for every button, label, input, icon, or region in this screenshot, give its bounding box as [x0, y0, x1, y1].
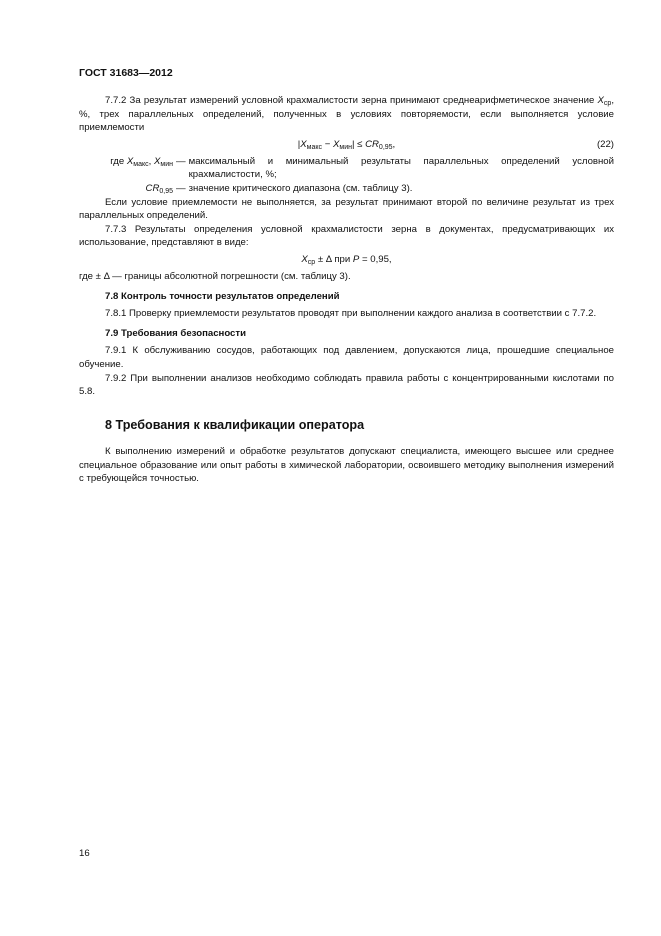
page-number: 16	[79, 848, 90, 859]
paragraph-else: Если условие приемлемости не выполняется, за результат принимают второй по величине результат из трех параллельных определений.	[79, 196, 614, 222]
definition-delta: где ± Δ — границы абсолютной погрешности (см. таблицу 3).	[79, 270, 351, 282]
definition-xmax-xmin: где $X_{макс}$, $X_{мин}$ — максимальный и минимальный результаты параллельных определений условной крахмалистости, %;	[110, 155, 614, 181]
page-content	[79, 94, 614, 486]
section-8-title: 8 Требования к квалификации оператора	[105, 417, 365, 432]
paragraph-8: К выполнению измерений и обработке результатов допускают специалиста, имеющего высшее или среднее специальное образование или опыт работы в химической лаборатории, освоившего методику выполнения измерений с требующейся точностью.	[79, 446, 614, 485]
paragraph-7-9-1: 7.9.1 К обслуживанию сосудов, работающих под давлением, допускаются лица, прошедшие специальное обучение.	[79, 345, 614, 370]
formula-result: $X_{ср} \pm \Delta$ при P = 0,95,	[301, 253, 392, 266]
paragraph-7-7-3: 7.7.3 Результаты определения условной крахмалистости зерна в документах, предусматривающих их использование, представляют в виде:	[79, 223, 614, 249]
section-7-8-title: 7.8 Контроль точности результатов определений	[105, 290, 340, 302]
paragraph-7-8-1: 7.8.1 Проверку приемлемости результатов проводят при выполнении каждого анализа в соответствии с 7.7.2.	[105, 308, 597, 320]
paragraph-7-9-2: 7.9.2 При выполнении анализов необходимо соблюдать правила работы с концентрированными кислотами по 5.8.	[79, 372, 614, 398]
definition-cr: $CR_{0,95}$ — значение критического диапазона (см. таблицу 3).	[145, 182, 413, 195]
formula-number: (22)	[596, 138, 614, 150]
section-7-9-title: 7.9 Требования безопасности	[105, 327, 246, 339]
formula-22: $|X_{макс} - X_{мин}| \le CR_{0,95}$, (22)	[297, 138, 614, 151]
document-header: ГОСТ 31683—2012	[79, 67, 173, 79]
paragraph-7-7-2: 7.7.2 За результат измерений условной крахмалистости зерна принимают среднеарифметическое значение $X_{ср}$, %, трех параллельных определений, полученных в условиях повторяемости, если выполняется условие приемлемости	[79, 95, 614, 134]
